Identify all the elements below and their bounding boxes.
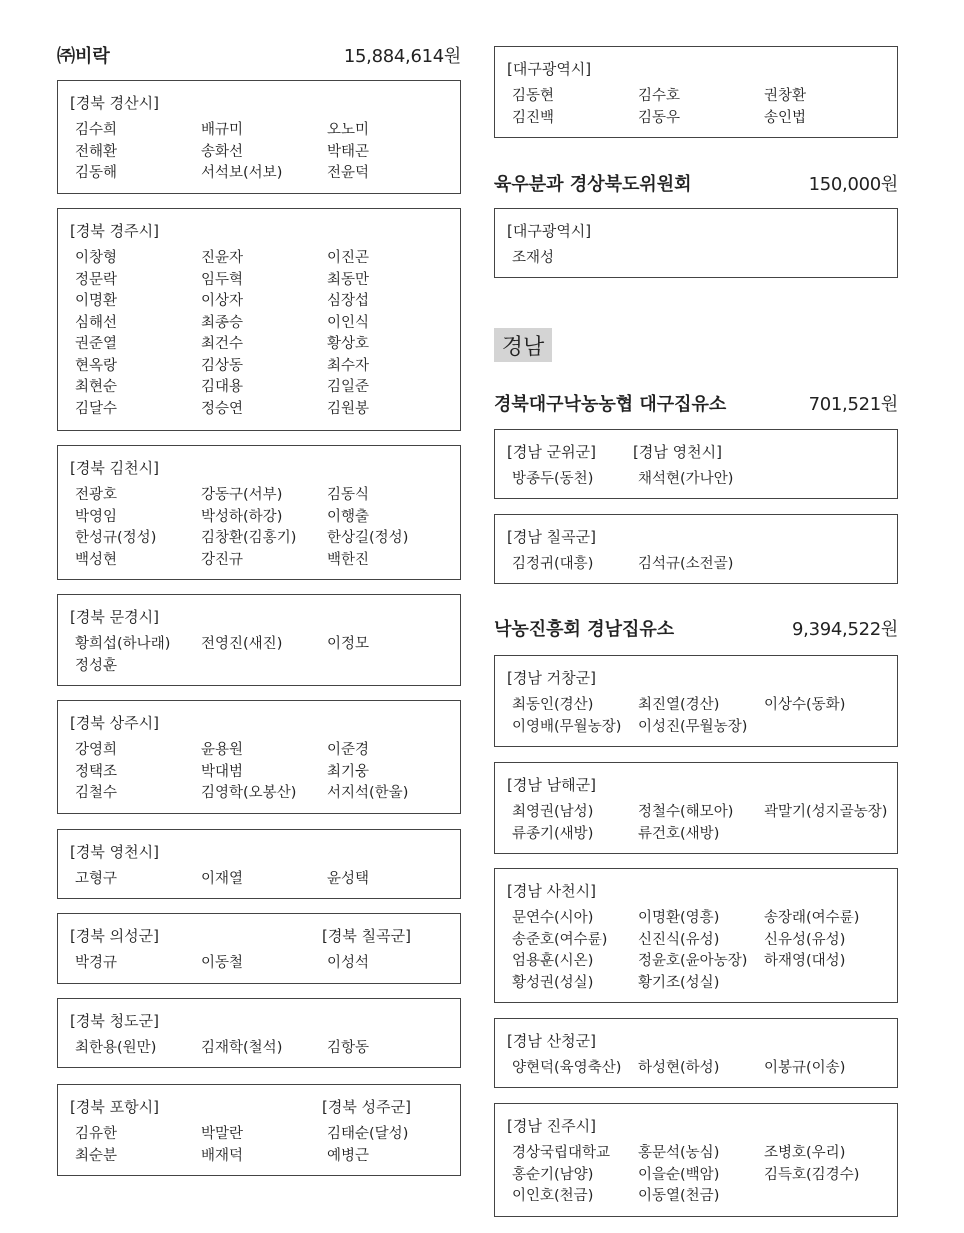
- region-box-chilgok: [494, 514, 898, 584]
- donor-name: 정철수(해모아): [638, 804, 734, 821]
- donor-name: 권준열: [75, 336, 118, 353]
- name-grid: [70, 1036, 448, 1058]
- name-grid: [70, 1122, 448, 1165]
- region-header-row: [70, 840, 448, 862]
- region-label: [경북 경산시]: [70, 93, 159, 112]
- donor-name: 송화선: [201, 143, 244, 160]
- donor-name: 황희섭(하나래): [75, 636, 171, 653]
- org-name: ㈜비락: [57, 46, 110, 67]
- donor-name: 이상자: [201, 293, 244, 310]
- name-grid: [507, 1141, 885, 1206]
- region-header-row: [70, 711, 448, 733]
- donor-name: 홍문석(농심): [638, 1145, 720, 1162]
- donor-name: 김득호(김경수): [764, 1166, 860, 1183]
- donor-name: 한상길(정성): [327, 530, 409, 547]
- donor-name: 신진식(유성): [638, 931, 720, 948]
- donor-name: 김정귀(대흥): [512, 556, 594, 573]
- donor-name: 정윤호(윤아농장): [638, 953, 748, 970]
- region-header-row: [507, 1029, 885, 1051]
- region-header-row: [507, 773, 885, 795]
- donor-name: 양현덕(육영축산): [512, 1060, 622, 1077]
- region-label: [경북 문경시]: [70, 607, 159, 626]
- donor-name: 박영임: [75, 508, 118, 525]
- region-box-sancheong: [494, 1018, 898, 1088]
- donor-name: 최순분: [75, 1147, 118, 1164]
- region-box-namhae: [494, 762, 898, 854]
- region-label: [경북 청도군]: [70, 1011, 159, 1030]
- name-grid: [507, 552, 885, 574]
- donor-name: 김철수: [75, 785, 118, 802]
- donor-name: 김동우: [638, 109, 681, 126]
- donor-name: 전윤덕: [327, 165, 370, 182]
- donor-name: 김동해: [75, 165, 118, 182]
- donor-name: 이영배(무월농장): [512, 718, 622, 735]
- donor-name: 심해선: [75, 314, 118, 331]
- region-header-row: [507, 57, 885, 79]
- region-header-row: [70, 1095, 448, 1117]
- donor-name: 채석현(가나안): [638, 471, 734, 488]
- name-grid: [70, 118, 448, 183]
- donor-name: 최동만: [327, 271, 370, 288]
- donor-name: 김원봉: [327, 400, 370, 417]
- region-header-row: [507, 219, 885, 241]
- donor-name: 박말란: [201, 1126, 244, 1143]
- donor-name: 조병호(우리): [764, 1145, 846, 1162]
- donor-name: 김창환(김홍기): [201, 530, 297, 547]
- org-amount: 15,884,614원: [343, 46, 461, 67]
- donor-name: 서석보(서보): [201, 165, 283, 182]
- donor-name: 김상동: [201, 357, 244, 374]
- donor-name: 강영희: [75, 742, 118, 759]
- donor-name: 배규미: [201, 122, 244, 139]
- donor-name: 배재덕: [201, 1147, 244, 1164]
- name-grid: [70, 246, 448, 418]
- org-name: 육우분과 경상북도위원회: [494, 174, 692, 195]
- region-header-row: [70, 1009, 448, 1031]
- region-box-mungyeong: [57, 594, 461, 686]
- name-grid: [507, 906, 885, 992]
- name-grid: [507, 467, 885, 489]
- region-label: [경남 군위군]: [507, 442, 596, 461]
- donor-name: 이봉규(이송): [764, 1060, 846, 1077]
- donor-name: 김수호: [638, 88, 681, 105]
- donor-name: 서지석(한울): [327, 785, 409, 802]
- donor-name: 이을순(백암): [638, 1166, 720, 1183]
- donor-name: 최종승: [201, 314, 244, 331]
- donor-name: 김영학(오봉산): [201, 785, 297, 802]
- donor-name: 윤용원: [201, 742, 244, 759]
- region-label: [경북 칠곡군]: [322, 926, 411, 945]
- region-header-row: [70, 605, 448, 627]
- org-header-birak: [57, 43, 461, 67]
- region-box-yeongcheon: [57, 829, 461, 899]
- region-label: [대구광역시]: [507, 59, 592, 78]
- name-grid: [507, 800, 888, 843]
- donor-name: 김달수: [75, 400, 118, 417]
- donor-name: 홍순기(남양): [512, 1166, 594, 1183]
- name-grid: [507, 1056, 885, 1078]
- donor-name: 박대범: [201, 763, 244, 780]
- region-label: [경북 성주군]: [322, 1097, 411, 1116]
- donor-name: 백한진: [327, 551, 370, 568]
- region-label: [경남 진주시]: [507, 1116, 596, 1135]
- donor-name: 송준호(여수륜): [512, 931, 608, 948]
- donor-name: 류종기(새방): [512, 825, 594, 842]
- donor-name: 한성규(정성): [75, 530, 157, 547]
- donor-name: 이재열: [201, 871, 244, 888]
- region-box-pohang-seongju: [57, 1084, 461, 1176]
- region-label: [경남 산청군]: [507, 1031, 596, 1050]
- donor-name: 이동열(천금): [638, 1188, 720, 1205]
- donor-name: 하재영(대성): [764, 953, 846, 970]
- donor-name: 진윤자: [201, 250, 244, 267]
- donor-name: 정성훈: [75, 657, 118, 674]
- donor-name: 경상국립대학교: [512, 1145, 611, 1162]
- region-header-row: [507, 440, 885, 462]
- donor-name: 김재학(철석): [201, 1040, 283, 1057]
- region-box-jinju: [494, 1103, 898, 1217]
- region-label: [경남 칠곡군]: [507, 527, 596, 546]
- org-header-yukwoo: [494, 171, 898, 195]
- donor-name: 이명환(영흥): [638, 910, 720, 927]
- name-grid: [507, 693, 885, 736]
- donor-name: 오노미: [327, 122, 370, 139]
- donor-name: 백성현: [75, 551, 118, 568]
- donor-name: 강동구(서부): [201, 487, 283, 504]
- donor-name: 최한용(원만): [75, 1040, 157, 1057]
- name-grid: [70, 738, 448, 803]
- region-label: [경북 경주시]: [70, 221, 159, 240]
- region-box-gimcheon: [57, 445, 461, 580]
- donor-name: 곽말기(성지골농장): [764, 804, 888, 821]
- donor-name: 전광호: [75, 487, 118, 504]
- org-header-gyeongnam-collection: [494, 616, 898, 640]
- donor-name: 전영진(새진): [201, 636, 283, 653]
- region-label: [경남 거창군]: [507, 668, 596, 687]
- region-header-row: [70, 924, 448, 946]
- donor-name: 최영권(남성): [512, 804, 594, 821]
- name-grid: [70, 632, 448, 675]
- org-name: 경북대구낙농농협 대구집유소: [494, 394, 727, 415]
- donor-name: 고형구: [75, 871, 118, 888]
- region-label: [경남 영천시]: [633, 442, 722, 461]
- region-box-sacheon: [494, 868, 898, 1003]
- donor-name: 박태곤: [327, 143, 370, 160]
- name-grid: [507, 84, 885, 127]
- org-name: 낙농진흥회 경남집유소: [494, 619, 675, 640]
- donor-name: 정승연: [201, 400, 244, 417]
- donor-name: 김수희: [75, 122, 118, 139]
- donor-name: 송장래(여수륜): [764, 910, 860, 927]
- donor-name: 김동식: [327, 487, 370, 504]
- region-box-gyeongsan: [57, 80, 461, 194]
- donor-name: 권창환: [764, 88, 807, 105]
- donor-name: 이인식: [327, 314, 370, 331]
- donor-name: 조재성: [512, 250, 555, 267]
- name-grid: [70, 867, 448, 889]
- donor-name: 강진규: [201, 551, 244, 568]
- region-label: [경북 김천시]: [70, 458, 159, 477]
- donor-name: 이명환: [75, 293, 118, 310]
- region-header-row: [70, 91, 448, 113]
- donor-name: 정택조: [75, 763, 118, 780]
- donor-name: 황성권(성실): [512, 974, 594, 991]
- donor-name: 이준경: [327, 742, 370, 759]
- donor-name: 이인호(천금): [512, 1188, 594, 1205]
- donor-name: 방종두(동천): [512, 471, 594, 488]
- region-label: [경북 의성군]: [70, 926, 159, 945]
- donor-name: 정문락: [75, 271, 118, 288]
- org-amount: 701,521원: [808, 394, 898, 415]
- donor-name: 박경규: [75, 955, 118, 972]
- name-grid: [70, 951, 448, 973]
- donor-name: 최수자: [327, 357, 370, 374]
- donor-name: 이상수(동화): [764, 697, 846, 714]
- region-box-uiseong-chilgok: [57, 913, 461, 984]
- org-amount: 150,000원: [808, 174, 898, 195]
- region-header-row: [507, 879, 885, 901]
- donor-name: 최기웅: [327, 763, 370, 780]
- section-label-gyeongnam: 경남: [494, 328, 552, 362]
- donor-name: 황상호: [327, 336, 370, 353]
- donor-name: 박성하(하강): [201, 508, 283, 525]
- donor-name: 하성현(하성): [638, 1060, 720, 1077]
- region-box-daegu-top: [494, 46, 898, 138]
- donor-name: 이진곤: [327, 250, 370, 267]
- donor-name: 김일준: [327, 379, 370, 396]
- region-label: [경남 사천시]: [507, 881, 596, 900]
- region-box-gunwi-yeongcheon: [494, 429, 898, 499]
- donor-name: 김항동: [327, 1040, 370, 1057]
- donor-name: 김동현: [512, 88, 555, 105]
- donor-name: 이창형: [75, 250, 118, 267]
- donor-name: 신유성(유성): [764, 931, 846, 948]
- donor-name: 윤성택: [327, 871, 370, 888]
- org-amount: 9,394,522원: [792, 619, 898, 640]
- donor-name: 엄용훈(시온): [512, 953, 594, 970]
- donor-name: 김유한: [75, 1126, 118, 1143]
- donor-name: 이정모: [327, 636, 370, 653]
- name-grid: [507, 246, 885, 268]
- donor-name: 이동철: [201, 955, 244, 972]
- donor-name: 최동인(경산): [512, 697, 594, 714]
- donor-name: 전해환: [75, 143, 118, 160]
- donor-name: 이행출: [327, 508, 370, 525]
- region-box-sangju: [57, 700, 461, 814]
- donor-name: 심장섭: [327, 293, 370, 310]
- region-label: [경북 영천시]: [70, 842, 159, 861]
- donor-name: 예병근: [327, 1147, 370, 1164]
- region-label: [경북 상주시]: [70, 713, 159, 732]
- donor-name: 최진열(경산): [638, 697, 720, 714]
- donor-name: 이성석: [327, 955, 370, 972]
- donor-name: 현옥랑: [75, 357, 118, 374]
- region-header-row: [507, 525, 885, 547]
- org-header-daegu-collection: [494, 391, 898, 415]
- region-header-row: [70, 456, 448, 478]
- region-header-row: [507, 1114, 885, 1136]
- donor-name: 류건호(새방): [638, 825, 720, 842]
- donor-name: 이성진(무월농장): [638, 718, 748, 735]
- donor-name: 최현순: [75, 379, 118, 396]
- region-label: [대구광역시]: [507, 221, 592, 240]
- donor-name: 황기조(성실): [638, 974, 720, 991]
- donor-name: 임두혁: [201, 271, 244, 288]
- region-label: [경북 포항시]: [70, 1097, 159, 1116]
- donor-name: 문연수(시아): [512, 910, 594, 927]
- donor-name: 김석규(소전골): [638, 556, 734, 573]
- donor-name: 김태순(달성): [327, 1126, 409, 1143]
- region-header-row: [70, 219, 448, 241]
- region-box-gyeongju: [57, 208, 461, 431]
- donor-name: 송인법: [764, 109, 807, 126]
- region-box-daegu: [494, 208, 898, 278]
- region-header-row: [507, 666, 885, 688]
- region-box-cheongdo: [57, 998, 461, 1068]
- donor-name: 김진백: [512, 109, 555, 126]
- donor-name: 김대용: [201, 379, 244, 396]
- region-label: [경남 남해군]: [507, 775, 596, 794]
- region-box-geochang: [494, 655, 898, 747]
- name-grid: [70, 483, 448, 569]
- donor-name: 최건수: [201, 336, 244, 353]
